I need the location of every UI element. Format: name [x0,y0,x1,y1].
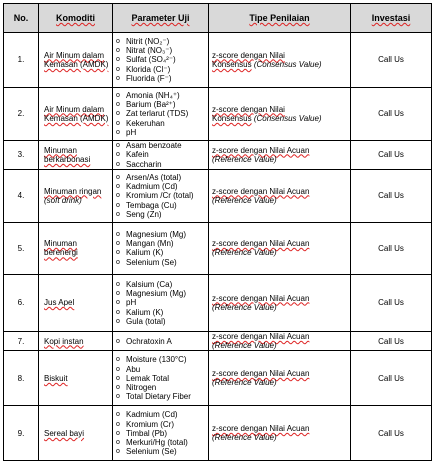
tipe-english: (Reference Value) [212,248,277,258]
parameter-item: o Kekeruhan [126,119,208,128]
parameter-cell [113,351,209,406]
tipe-line-1: z-score dengan Nilai Acuan [212,369,310,379]
tipe-line-2 [212,248,350,257]
tipe-penilaian-cell [209,274,351,331]
komoditi-line: Biskuit [44,373,68,383]
parameter-item: o Gula (total) [126,317,208,326]
parameter-item: o Kromium /Cr (total) [126,191,208,200]
parameter-item: o Seng (Zn) [126,210,208,219]
call-us-link[interactable]: Call Us [351,331,432,351]
row-number: 1. [4,33,39,88]
tipe-penilaian-cell [209,169,351,222]
parameter-item: o Nitrat (NO₃⁻) [126,46,208,55]
row-number: 6. [4,274,39,331]
parameter-list [113,337,208,346]
komoditi-line: Kemasan (AMDK) [44,60,109,69]
tipe-line-2 [212,114,350,123]
tipe-line-2 [212,378,350,387]
komoditi-line: Jus Apel [44,298,75,308]
parameter-item: o Amonia (NH₄⁺) [126,91,208,100]
call-us-link[interactable]: Call Us [351,351,432,406]
call-us-link[interactable]: Call Us [351,406,432,461]
komoditi-line: Kemasan (AMDK) [44,114,109,123]
row-number: 4. [4,169,39,222]
komoditi-line: Minuman ringan [44,186,102,196]
parameter-item: o Saccharin [126,160,208,169]
tipe-line-1: z-score dengan Nilai Acuan [212,186,310,196]
tipe-line-2 [212,155,350,164]
tipe-line-1: z-score dengan Nilai Acuan [212,424,310,434]
header-investasi: Investasi [351,4,432,33]
parameter-item: o Nitrit (NO₂⁻) [126,37,208,46]
parameter-list [113,410,208,456]
table-row [4,33,432,88]
komoditi-cell [39,141,113,170]
parameter-list [113,91,208,137]
tipe-penilaian-cell [209,141,351,170]
komoditi-line: Kopi instan [44,336,84,346]
table-row [4,406,432,461]
parameter-item: o Zat terlarut (TDS) [126,109,208,118]
komoditi-cell [39,351,113,406]
parameter-item: o Total Dietary Fiber [126,392,208,401]
parameter-cell [113,331,209,351]
call-us-link[interactable]: Call Us [351,141,432,170]
parameter-list [113,280,208,326]
tipe-line-2 [212,341,350,350]
parameter-item: o Abu [126,365,208,374]
parameter-cell [113,274,209,331]
tipe-line-2 [212,303,350,312]
komoditi-cell [39,88,113,141]
komoditi-line: Minuman [44,239,77,249]
komoditi-cell [39,274,113,331]
parameter-item: o Selenium (Se) [126,258,208,267]
parameter-item: o Kromium (Cr) [126,420,208,429]
tipe-penilaian-cell [209,222,351,274]
table-row [4,88,432,141]
header-tipe: Tipe Penilaian [209,4,351,33]
parameter-item: o Tembaga (Cu) [126,201,208,210]
proficiency-testing-table [3,3,432,461]
row-number: 7. [4,331,39,351]
parameter-item: o Lemak Total [126,374,208,383]
table-row [4,331,432,351]
parameter-item: o Klorida (Cl⁻) [126,65,208,74]
tipe-line-1: z-score dengan Nilai Acuan [212,145,310,155]
call-us-link[interactable]: Call Us [351,169,432,222]
parameter-item: o Arsen/As (total) [126,173,208,182]
komoditi-cell [39,222,113,274]
komoditi-line: Sereal bayi [44,428,85,438]
row-number: 5. [4,222,39,274]
tipe-penilaian-cell [209,351,351,406]
table-row [4,222,432,274]
parameter-list [113,141,208,169]
parameter-item: o Nitrogen [126,383,208,392]
tipe-english: (Consensus Value) [253,60,322,69]
table-row [4,351,432,406]
row-number: 2. [4,88,39,141]
tipe-method: Konsensus [212,60,252,69]
komoditi-line: berenergi [44,248,78,258]
tipe-line-1: z-score dengan Nilai [212,104,285,114]
parameter-item: o Sulfat (SO₄²⁻) [126,55,208,64]
call-us-link[interactable]: Call Us [351,88,432,141]
komoditi-line: (soft drink) [44,195,82,205]
parameter-item: o Moisture (130°C) [126,355,208,364]
parameter-cell [113,222,209,274]
row-number: 9. [4,406,39,461]
parameter-item: o Timbal (Pb) [126,429,208,438]
parameter-item: o Magnesium (Mg) [126,230,208,239]
tipe-english: (Consensus Value) [253,114,322,123]
parameter-item: o pH [126,128,208,137]
parameter-item: o Fluorida (F⁻) [126,74,208,83]
parameter-item: o Kalium (K) [126,308,208,317]
row-number: 8. [4,351,39,406]
table-row [4,169,432,222]
parameter-list [113,355,208,401]
komoditi-line: Air Minum dalam [44,50,105,60]
parameter-item: o pH [126,298,208,307]
parameter-cell [113,141,209,170]
tipe-english: (Reference Value) [212,378,277,388]
tipe-english: (Reference Value) [212,341,277,351]
row-number: 3. [4,141,39,170]
parameter-item: o Asam benzoate [126,141,208,150]
parameter-item: o Kalium (K) [126,248,208,257]
tipe-line-2 [212,60,350,69]
komoditi-cell [39,169,113,222]
header-row [4,4,432,33]
header-komoditi: Komoditi [39,4,113,33]
parameter-item: o Magnesium (Mg) [126,289,208,298]
call-us-link[interactable]: Call Us [351,33,432,88]
tipe-english: (Reference Value) [212,433,277,443]
tipe-line-2 [212,433,350,442]
call-us-link[interactable]: Call Us [351,274,432,331]
tipe-penilaian-cell [209,33,351,88]
parameter-cell [113,406,209,461]
parameter-item: o Selenium (Se) [126,447,208,456]
tipe-method: Konsensus [212,114,252,123]
parameter-item: o Mangan (Mn) [126,239,208,248]
komoditi-line: Minuman [44,145,77,155]
parameter-cell [113,169,209,222]
tipe-line-1: z-score dengan Nilai Acuan [212,293,310,303]
komoditi-line: Air Minum dalam [44,104,105,114]
komoditi-cell [39,331,113,351]
tipe-penilaian-cell [209,88,351,141]
komoditi-line: berkarbonasi [44,154,91,164]
tipe-english: (Reference Value) [212,302,277,312]
header-parameter: Parameter Uji [113,4,209,33]
call-us-link[interactable]: Call Us [351,222,432,274]
parameter-cell [113,33,209,88]
parameter-list [113,173,208,219]
parameter-item: o Merkuri/Hg (total) [126,438,208,447]
tipe-line-1: z-score dengan Nilai Acuan [212,331,310,341]
parameter-cell [113,88,209,141]
header-no: No. [4,4,39,33]
table-row [4,141,432,170]
tipe-line-2 [212,196,350,205]
parameter-item: o Kalsium (Ca) [126,280,208,289]
komoditi-cell [39,33,113,88]
parameter-list [113,230,208,267]
tipe-penilaian-cell [209,331,351,351]
table-row [4,274,432,331]
parameter-item: o Kadmium (Cd) [126,182,208,191]
komoditi-cell [39,406,113,461]
tipe-line-1: z-score dengan Nilai Acuan [212,239,310,249]
tipe-english: (Reference Value) [212,154,277,164]
parameter-item: o Kafein [126,150,208,159]
parameter-item: o Kadmium (Cd) [126,410,208,419]
tipe-line-1: z-score dengan Nilai [212,50,285,60]
parameter-item: o Ochratoxin A [126,337,208,346]
tipe-penilaian-cell [209,406,351,461]
parameter-item: o Barium (Ba²⁺) [126,100,208,109]
parameter-list [113,37,208,83]
tipe-english: (Reference Value) [212,195,277,205]
